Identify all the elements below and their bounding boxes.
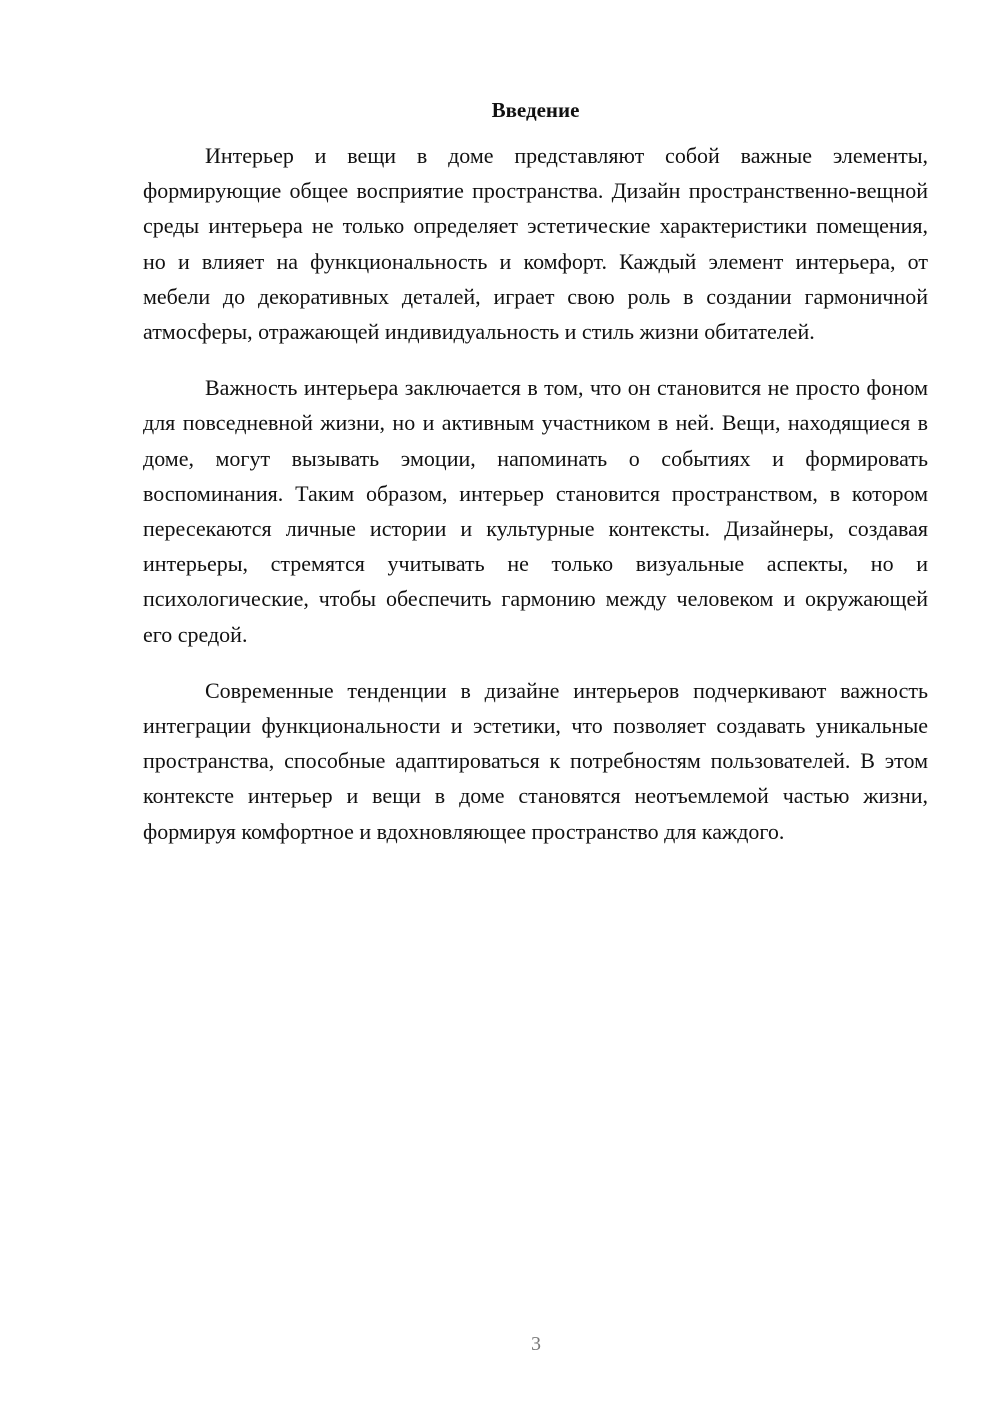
paragraph-2: Важность интерьера заключается в том, что он становится не просто фоном для повседневной жизни, но и активным участником в ней. Вещи, находящиеся в доме, могут вызывать эмоции, напоминать о событиях и формировать воспоминания. Таким образом, интерьер становится пространством, в котором пересекаются личные истории и культурные контексты. Дизайнеры, создавая интерьеры, стремятся учитывать не только визуальные аспекты, но и психологические, чтобы обеспечить гармонию между человеком и окружающей его средой. bbox=[143, 375, 928, 647]
section-title: Введение bbox=[491, 98, 580, 122]
paragraph-1: Интерьер и вещи в доме представляют собой важные элементы, формирующие общее восприятие пространства. Дизайн пространственно-вещной среды интерьера не только определяет эстетические характеристики помещения, но и влияет на функциональность и комфорт. Каждый элемент интерьера, от мебели до декоративных деталей, играет свою роль в создании гармоничной атмосферы, отражающей индивидуальность и стиль жизни обитателей. bbox=[143, 143, 928, 345]
paragraph-3: Современные тенденции в дизайне интерьеров подчеркивают важность интеграции функциональности и эстетики, что позволяет создавать уникальные пространства, способные адаптироваться к потребностям пользователей. В этом контексте интерьер и вещи в доме становятся неотъемлемой частью жизни, формируя комфортное и вдохновляющее пространство для каждого. bbox=[143, 677, 928, 844]
page-content bbox=[143, 96, 928, 870]
page-number: 3 bbox=[531, 1333, 541, 1355]
